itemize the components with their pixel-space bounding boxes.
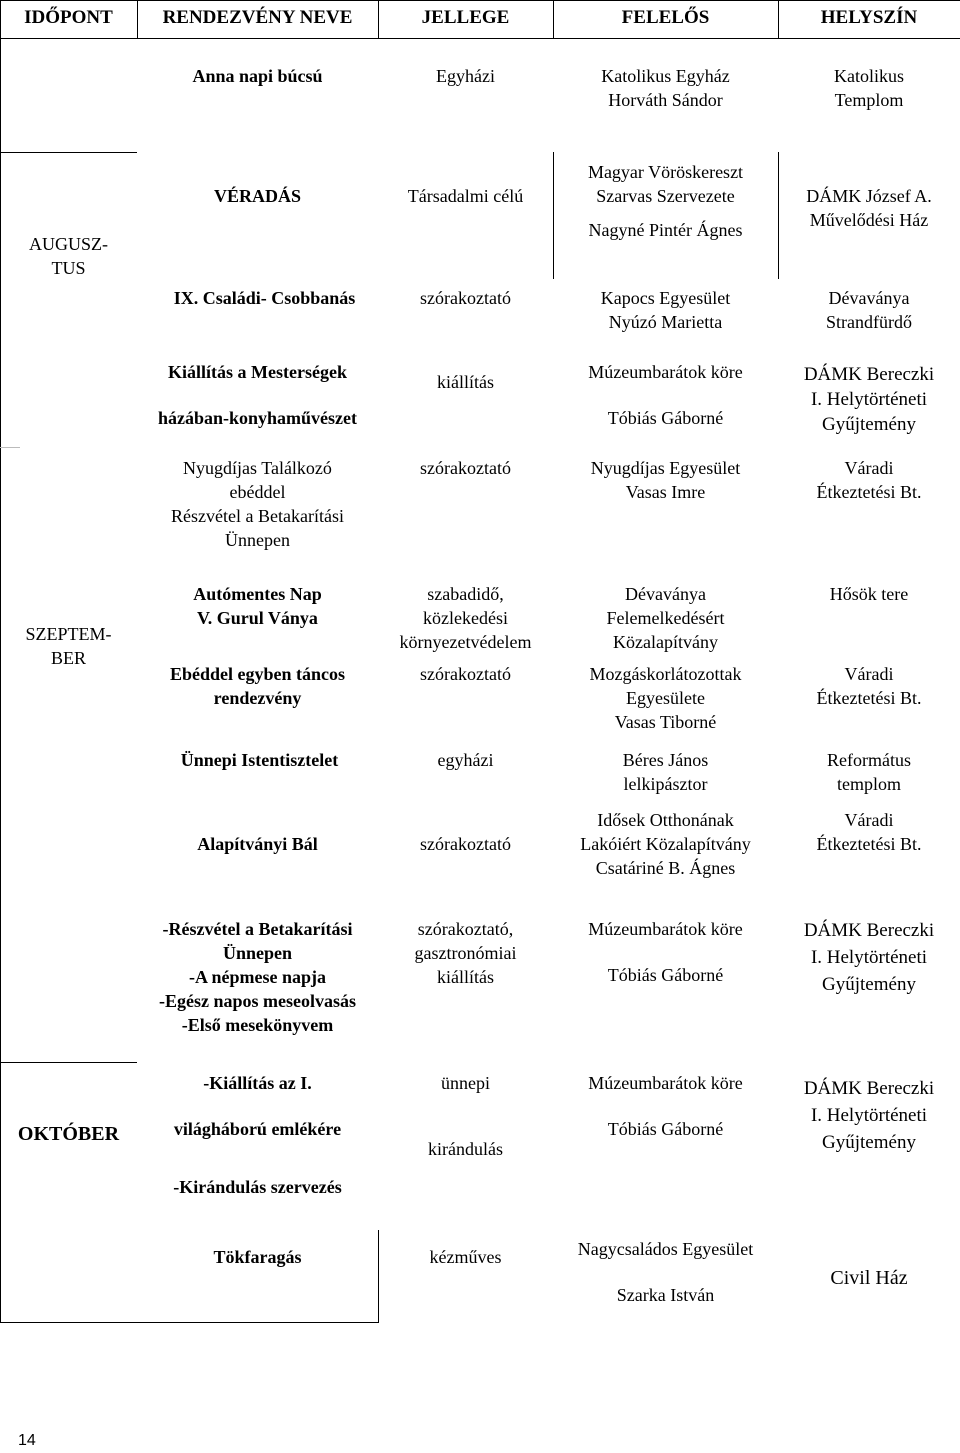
event-location bbox=[778, 808, 960, 856]
responsible-line: Tóbiás Gáborné bbox=[607, 965, 724, 985]
type-line: szórakoztató, bbox=[417, 919, 514, 939]
location-line: Református bbox=[827, 750, 911, 770]
event-type bbox=[378, 582, 553, 654]
event-name-line: -Kiállítás az I. bbox=[203, 1073, 312, 1093]
event-name-line: Ebéddel egyben táncos bbox=[169, 664, 346, 684]
page-number: 14 bbox=[18, 1432, 36, 1449]
event-location bbox=[778, 64, 960, 112]
event-type: szórakoztató bbox=[420, 458, 511, 478]
responsible-line: Szarvas Szervezete bbox=[596, 186, 735, 206]
responsible-line: Idősek Otthonának bbox=[597, 810, 734, 830]
month-september bbox=[0, 622, 137, 670]
responsible-line: Mozgáskorlátozottak bbox=[589, 664, 742, 684]
event-name-line: házában-konyhaművészet bbox=[157, 408, 358, 428]
month-october: OKTÓBER bbox=[17, 1123, 120, 1145]
event-responsible bbox=[553, 748, 778, 796]
location-line: I. Helytörténeti bbox=[810, 1105, 928, 1126]
location-line: templom bbox=[837, 774, 901, 794]
responsible-line: Múzeumbarátok köre bbox=[588, 362, 743, 382]
table-border bbox=[0, 1322, 378, 1323]
event-responsible bbox=[553, 360, 778, 430]
event-responsible bbox=[553, 662, 778, 734]
table-border bbox=[0, 447, 20, 448]
month-label-line: BER bbox=[50, 648, 86, 668]
month-label-line: SZEPTEM- bbox=[25, 624, 112, 644]
event-location bbox=[778, 184, 960, 232]
event-responsible bbox=[553, 808, 778, 880]
responsible-line: Csatáriné B. Ágnes bbox=[595, 858, 736, 878]
type-line: közlekedési bbox=[423, 608, 508, 628]
location-line: Váradi bbox=[844, 810, 894, 830]
month-label-line: TUS bbox=[51, 258, 86, 278]
type-line: környezetvédelem bbox=[399, 632, 532, 652]
responsible-line: Szarka István bbox=[616, 1285, 715, 1305]
responsible-line: Vasas Imre bbox=[625, 482, 706, 502]
location-line: DÁMK Bereczki bbox=[803, 1078, 935, 1099]
location-line: Gyűjtemény bbox=[822, 1132, 916, 1153]
event-type: egyházi bbox=[437, 750, 494, 770]
event-name-line: Kiállítás a Mesterségek bbox=[168, 362, 347, 382]
responsible-line: Dévaványa bbox=[625, 584, 706, 604]
location-line: DÁMK József A. bbox=[806, 186, 932, 206]
responsible-line: lelkipásztor bbox=[623, 774, 708, 794]
type-line: ünnepi bbox=[441, 1073, 490, 1093]
event-location bbox=[778, 748, 960, 796]
event-name-line: Autómentes Nap bbox=[193, 584, 322, 604]
table-border bbox=[0, 0, 960, 1]
event-name-line: világháború emlékére bbox=[173, 1119, 342, 1139]
responsible-line: Múzeumbarátok köre bbox=[588, 919, 743, 939]
type-line: gasztronómiai bbox=[414, 943, 517, 963]
event-location bbox=[778, 662, 960, 710]
responsible-line: Vasas Tiborné bbox=[614, 712, 717, 732]
location-line: Étkeztetési Bt. bbox=[816, 834, 922, 854]
location-line: DÁMK Bereczki bbox=[803, 920, 935, 941]
responsible-line: Lakóiért Közalapítvány bbox=[580, 834, 751, 854]
event-name-line: -A népmese napja bbox=[188, 967, 326, 987]
responsible-line: Egyesülete bbox=[626, 688, 705, 708]
event-name-line: Részvétel a Betakarítási bbox=[171, 506, 344, 526]
event-responsible bbox=[553, 456, 778, 504]
type-line: kirándulás bbox=[428, 1139, 503, 1159]
event-location bbox=[778, 1075, 960, 1156]
event-name: Ünnepi Istentisztelet bbox=[180, 750, 339, 770]
table-border bbox=[0, 1062, 1, 1322]
event-name bbox=[137, 360, 378, 430]
event-name-line: -Első mesekönyvem bbox=[181, 1015, 334, 1035]
responsible-line: Katolikus Egyház bbox=[601, 66, 730, 86]
event-name: IX. Családi- Csobbanás bbox=[173, 288, 356, 308]
event-location bbox=[778, 362, 960, 437]
event-name-line: Ünnepen bbox=[225, 530, 290, 550]
responsible-line: Magyar Vöröskereszt bbox=[587, 162, 744, 182]
responsible-line: Kapocs Egyesület bbox=[600, 288, 731, 308]
header-helyszin: HELYSZÍN bbox=[820, 7, 918, 28]
event-responsible bbox=[553, 1071, 778, 1141]
event-name-line: -Részvétel a Betakarítási bbox=[162, 919, 353, 939]
header-idopont: IDŐPONT bbox=[24, 7, 113, 28]
event-name-line: -Kirándulás szervezés bbox=[173, 1177, 342, 1197]
location-line: Gyűjtemény bbox=[822, 974, 916, 995]
table-border bbox=[0, 38, 960, 39]
header-jellege: JELLEGE bbox=[421, 7, 510, 28]
event-type: szórakoztató bbox=[420, 288, 511, 308]
event-responsible bbox=[553, 64, 778, 112]
location-line: Váradi bbox=[844, 664, 894, 684]
event-name-line: V. Gurul Ványa bbox=[197, 608, 318, 628]
event-location bbox=[778, 286, 960, 334]
event-type: szórakoztató bbox=[420, 664, 511, 684]
table-border bbox=[0, 0, 1, 1062]
event-name bbox=[137, 917, 378, 1037]
event-type bbox=[378, 917, 553, 989]
event-type: szórakoztató bbox=[420, 834, 511, 854]
event-responsible bbox=[553, 286, 778, 334]
type-line: szabadidő, bbox=[427, 584, 504, 604]
type-line: kiállítás bbox=[437, 967, 494, 987]
event-type bbox=[378, 1071, 553, 1161]
event-type: Társadalmi célú bbox=[407, 186, 524, 206]
table-border bbox=[378, 1230, 379, 1323]
event-location: Hősök tere bbox=[829, 584, 909, 604]
event-responsible bbox=[553, 1237, 778, 1307]
event-responsible bbox=[553, 582, 778, 654]
responsible-line: Nyugdíjas Egyesület bbox=[590, 458, 741, 478]
location-line: DÁMK Bereczki bbox=[803, 364, 935, 385]
event-location bbox=[778, 917, 960, 998]
header-felelos: FELELŐS bbox=[621, 7, 710, 28]
month-label-line: AUGUSZ- bbox=[29, 234, 108, 254]
table-border bbox=[0, 1062, 137, 1063]
month-august bbox=[0, 232, 137, 280]
responsible-line: Közalapítvány bbox=[613, 632, 718, 652]
location-line: Katolikus bbox=[834, 66, 904, 86]
location-line: Étkeztetési Bt. bbox=[816, 688, 922, 708]
event-name: Alapítványi Bál bbox=[197, 834, 318, 854]
event-type: Egyházi bbox=[436, 66, 495, 86]
location-line: I. Helytörténeti bbox=[810, 947, 928, 968]
location-line: Gyűjtemény bbox=[822, 414, 916, 435]
event-responsible bbox=[553, 160, 778, 242]
location-line: Váradi bbox=[844, 458, 894, 478]
responsible-line: Tóbiás Gáborné bbox=[607, 408, 724, 428]
event-location bbox=[778, 456, 960, 504]
event-name: VÉRADÁS bbox=[213, 186, 301, 206]
responsible-line: Múzeumbarátok köre bbox=[588, 1073, 743, 1093]
event-name-line: Nyugdíjas Találkozó bbox=[183, 458, 332, 478]
header-rendezveny-neve: RENDEZVÉNY NEVE bbox=[162, 7, 353, 28]
event-name bbox=[137, 456, 378, 552]
responsible-line: Horváth Sándor bbox=[608, 90, 723, 110]
event-name-line: rendezvény bbox=[213, 688, 302, 708]
responsible-line: Felemelkedésért bbox=[606, 608, 725, 628]
location-line: Strandfürdő bbox=[826, 312, 912, 332]
event-name bbox=[137, 582, 378, 630]
table-border bbox=[0, 152, 137, 153]
event-responsible bbox=[553, 917, 778, 987]
event-name: Anna napi búcsú bbox=[192, 66, 323, 86]
responsible-line: Nagyné Pintér Ágnes bbox=[588, 220, 743, 240]
location-line: I. Helytörténeti bbox=[810, 389, 928, 410]
event-name: Tökfaragás bbox=[213, 1247, 302, 1267]
location-line: Dévaványa bbox=[828, 288, 910, 308]
event-name-line: ebéddel bbox=[229, 482, 286, 502]
location-line: Templom bbox=[834, 90, 904, 110]
responsible-line: Nagycsaládos Egyesület bbox=[577, 1239, 754, 1259]
event-name bbox=[137, 662, 378, 710]
responsible-line: Nyúzó Marietta bbox=[608, 312, 723, 332]
location-line: Étkeztetési Bt. bbox=[816, 482, 922, 502]
event-name bbox=[137, 1071, 378, 1199]
location-line: Művelődési Ház bbox=[809, 210, 929, 230]
event-name-line: Ünnepen bbox=[222, 943, 293, 963]
event-type: kiállítás bbox=[437, 372, 494, 392]
event-type: kézműves bbox=[429, 1247, 502, 1267]
event-name-line: -Egész napos meseolvasás bbox=[159, 991, 356, 1011]
event-location: Civil Ház bbox=[830, 1267, 908, 1289]
responsible-line: Béres János bbox=[622, 750, 709, 770]
responsible-line: Tóbiás Gáborné bbox=[607, 1119, 724, 1139]
